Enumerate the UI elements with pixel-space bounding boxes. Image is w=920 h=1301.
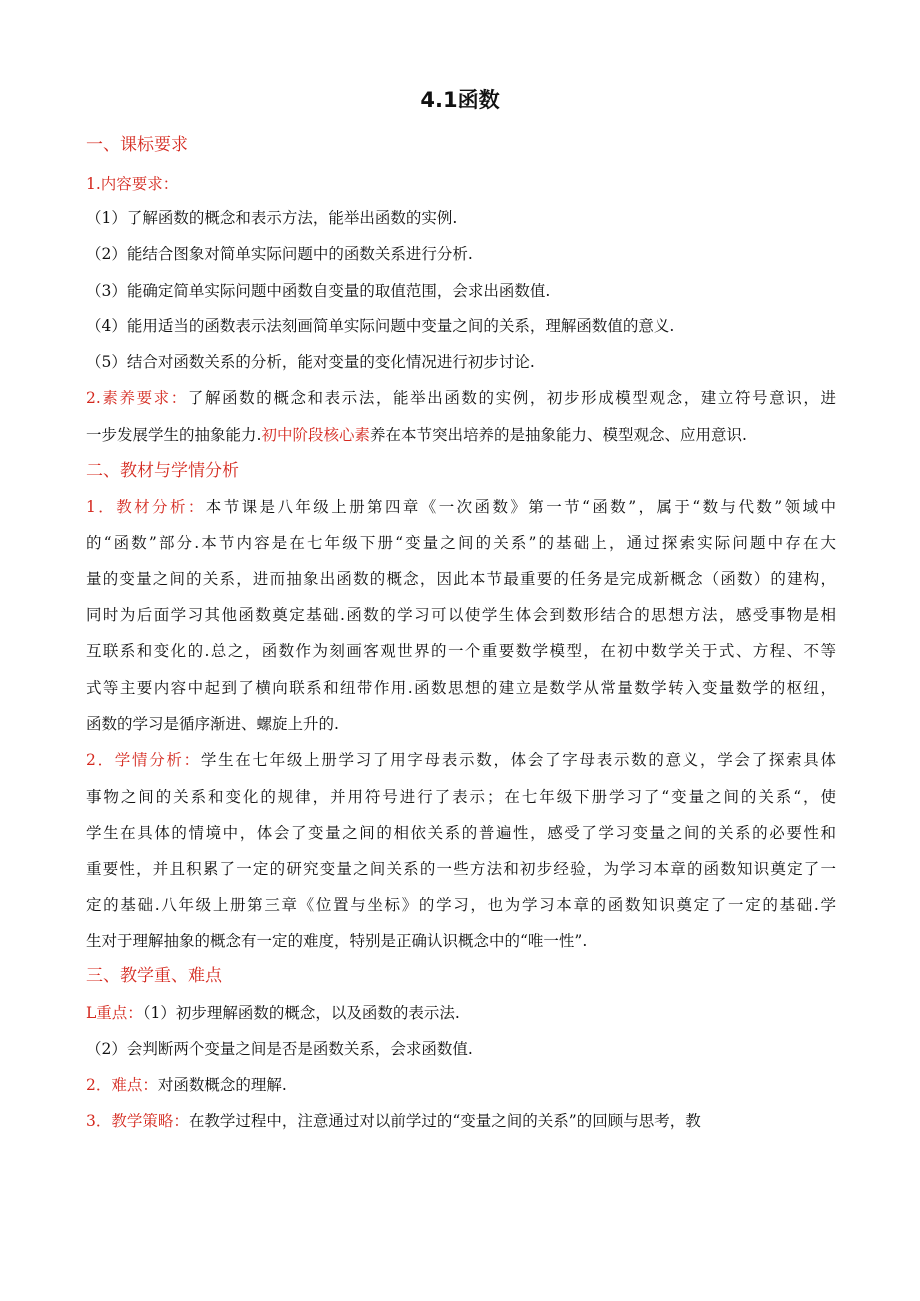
- student-analysis-line: 2．学情分析：学生在七年级上册学习了用字母表示数，体会了字母表示数的意义，学会了探索具体: [86, 751, 836, 769]
- student-analysis-line: 重要性，并且积累了一定的研究变量之间关系的一些方法和初步经验，为学习本章的函数知识奠定了一: [86, 860, 836, 878]
- student-analysis-line: 生对于理解抽象的概念有一定的难度，特别是正确认识概念中的“唯一性”.: [86, 932, 588, 950]
- literacy-paragraph-line: 2.素养要求：了解函数的概念和表示法，能举出函数的实例，初步形成模型观念，建立符号意识，进: [86, 389, 836, 407]
- student-analysis-line: 定的基础.八年级上册第三章《位置与坐标》的学习，也为学习本章的函数知识奠定了一定的基础.学: [86, 896, 836, 914]
- student-analysis-line: 事物之间的关系和变化的规律，并用符号进行了表示；在七年级下册学习了“变量之间的关系“，使: [86, 788, 836, 806]
- textbook-analysis-line: 的“函数”部分.本节内容是在七年级下册“变量之间的关系”的基础上，通过探索实际问题中存在大: [86, 534, 836, 552]
- strategy-line: 3．教学策略：在教学过程中，注意通过对以前学过的“变量之间的关系”的回顾与思考，教: [86, 1112, 701, 1130]
- literacy-label: 2.素养要求：: [86, 389, 188, 407]
- key-point-line: L重点：（1）初步理解函数的概念，以及函数的表示法.: [86, 1004, 460, 1022]
- content-requirements-heading: 1.内容要求：: [86, 175, 179, 193]
- textbook-analysis-line: 量的变量之间的关系，进而抽象出函数的概念，因此本节最重要的任务是完成新概念（函数）的建构，: [86, 570, 836, 588]
- key-point-line: （2）会判断两个变量之间是否是函数关系，会求函数值.: [86, 1040, 473, 1058]
- textbook-analysis-label: 1．教材分析：: [86, 498, 206, 516]
- textbook-analysis-line: 互联系和变化的.总之，函数作为刻画客观世界的一个重要数学模型，在初中数学关于式、方程、不等: [86, 642, 836, 660]
- difficulty-label: 2．难点：: [86, 1076, 158, 1094]
- key-point-label: L重点：: [86, 1004, 143, 1022]
- section-heading-standards: 一、课标要求: [86, 135, 188, 155]
- section-heading-analysis: 二、教材与学情分析: [86, 461, 239, 481]
- requirement-item: （2）能结合图象对简单实际问题中的函数关系进行分析.: [86, 245, 473, 263]
- student-analysis-label: 2．学情分析：: [86, 751, 201, 769]
- textbook-analysis-line: 式等主要内容中起到了横向联系和纽带作用.函数思想的建立是数学从常量数学转入变量数学的枢纽，: [86, 679, 836, 697]
- core-literacy-highlight: 初中阶段核心素: [261, 426, 370, 444]
- strategy-label: 3．教学策略：: [86, 1112, 189, 1130]
- textbook-analysis-line: 同时为后面学习其他函数奠定基础.函数的学习可以使学生体会到数形结合的思想方法，感受事物是相: [86, 606, 836, 624]
- textbook-analysis-line: 1．教材分析：本节课是八年级上册第四章《一次函数》第一节“函数”，属于“数与代数”领域中: [86, 498, 836, 516]
- difficulty-line: 2．难点：对函数概念的理解.: [86, 1076, 287, 1094]
- literacy-paragraph-line: 一步发展学生的抽象能力.初中阶段核心素养在本节突出培养的是抽象能力、模型观念、应用意识.: [86, 426, 747, 444]
- page-title: 4.1函数: [420, 88, 500, 112]
- section-heading-key-points: 三、教学重、难点: [86, 966, 222, 986]
- requirement-item: （1）了解函数的概念和表示方法，能举出函数的实例.: [86, 209, 458, 227]
- requirement-item: （5）结合对函数关系的分析，能对变量的变化情况进行初步讨论.: [86, 353, 535, 371]
- requirement-item: （3）能确定简单实际问题中函数自变量的取值范围，会求出函数值.: [86, 282, 551, 300]
- student-analysis-line: 学生在具体的情境中，体会了变量之间的相依关系的普遍性，感受了学习变量之间的关系的必要性和: [86, 824, 836, 842]
- textbook-analysis-line: 函数的学习是循序渐进、螺旋上升的.: [86, 715, 339, 733]
- requirement-item: （4）能用适当的函数表示法刻画简单实际问题中变量之间的关系，理解函数值的意义.: [86, 317, 675, 335]
